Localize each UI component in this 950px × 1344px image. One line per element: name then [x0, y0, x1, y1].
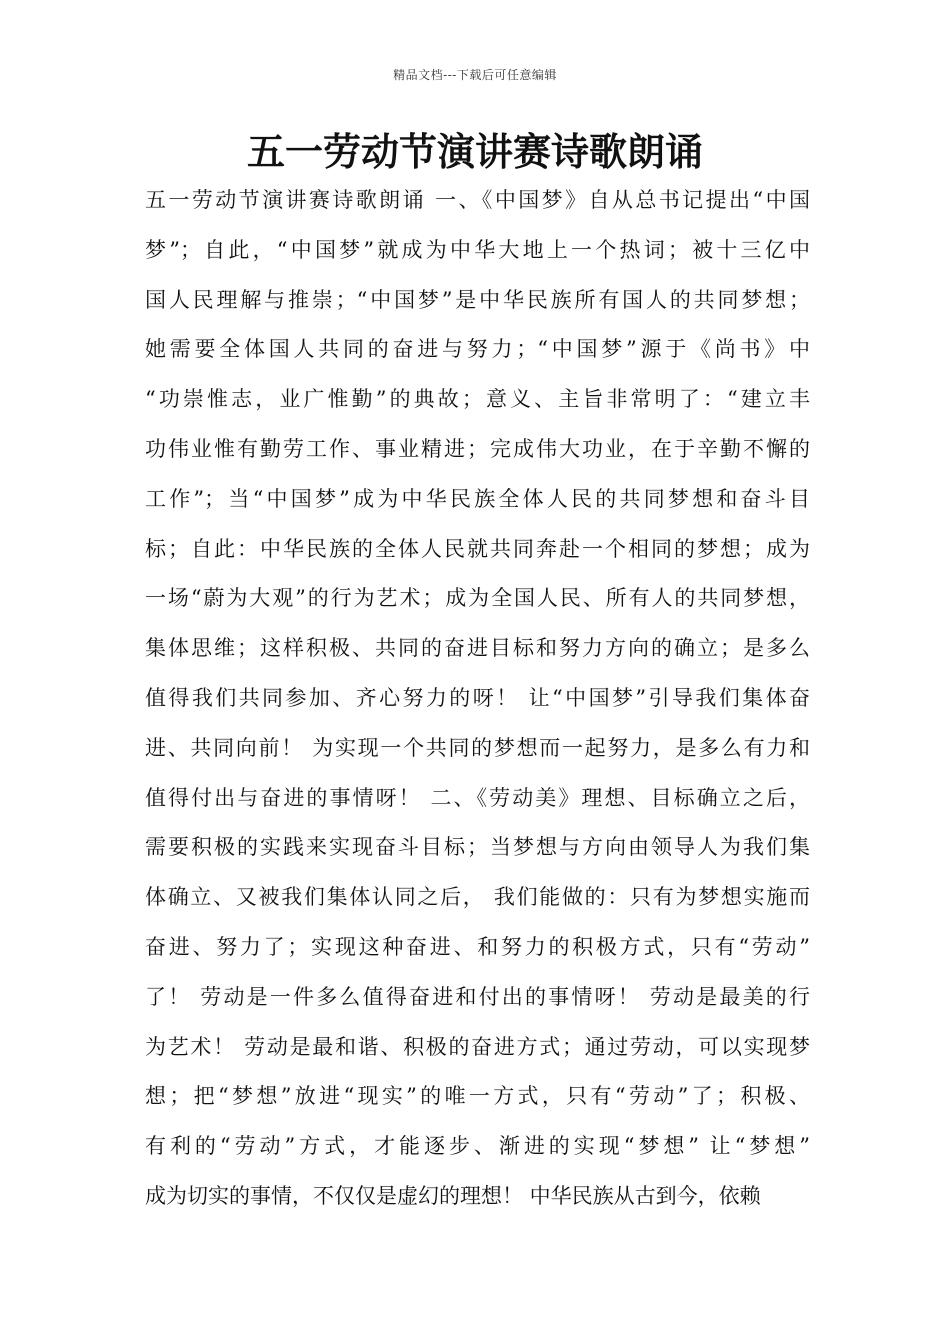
body-line: 需要积极的实践来实现奋斗目标；当梦想与方向由领导人为我们集 [145, 835, 810, 860]
body-line: 功伟业惟有勤劳工作、事业精进；完成伟大功业，在于辛勤不懈的 [145, 436, 810, 461]
body-line: 标；自此：中华民族的全体人民就共同奔赴一个相同的梦想；成为 [145, 536, 810, 561]
body-line: 成为切实的事情，不仅仅是虚幻的理想！ 中华民族从古到今，依赖 [145, 1183, 761, 1208]
body-line: 想；把“梦想”放进“现实”的唯一方式，只有“劳动”了；积极、 [145, 1084, 810, 1109]
body-line: 她需要全体国人共同的奋进与努力；“中国梦”源于《尚书》中 [145, 337, 810, 362]
body-line: “功崇惟志，业广惟勤”的典故；意义、主旨非常明了：“建立丰 [145, 387, 810, 412]
body-line: 国人民理解与推崇；“中国梦”是中华民族所有国人的共同梦想； [145, 287, 810, 312]
body-line: 集体思维；这样积极、共同的奋进目标和努力方向的确立；是多么 [145, 636, 810, 661]
body-line: 为艺术！ 劳动是最和谐、积极的奋进方式；通过劳动，可以实现梦 [145, 1034, 810, 1059]
body-line: 值得付出与奋进的事情呀！ 二、《劳动美》理想、目标确立之后， [145, 785, 810, 810]
header-note: 精品文档---下载后可任意编辑 [393, 68, 557, 82]
body-line: 奋进、努力了；实现这种奋进、和努力的积极方式，只有“劳动” [145, 934, 810, 959]
body-line: 了！ 劳动是一件多么值得奋进和付出的事情呀！ 劳动是最美的行 [145, 984, 810, 1009]
document-title: 五一劳动节演讲赛诗歌朗诵 [246, 130, 703, 174]
document-body [145, 180, 810, 1226]
body-line: 进、共同向前！ 为实现一个共同的梦想而一起努力，是多么有力和 [145, 735, 810, 760]
body-line: 体确立、又被我们集体认同之后， 我们能做的：只有为梦想实施而 [145, 885, 810, 910]
body-line: 五一劳动节演讲赛诗歌朗诵 一、《中国梦》自从总书记提出“中国 [145, 188, 810, 212]
body-line: 值得我们共同参加、齐心努力的呀！ 让“中国梦”引导我们集体奋 [145, 685, 810, 710]
body-line: 梦”；自此，“中国梦”就成为中华大地上一个热词；被十三亿中 [145, 237, 810, 262]
body-line: 一场“蔚为大观”的行为艺术；成为全国人民、所有人的共同梦想， [145, 586, 810, 611]
body-line: 有利的“劳动”方式，才能逐步、渐进的实现“梦想” 让“梦想” [145, 1134, 810, 1159]
body-line: 工作”；当“中国梦”成为中华民族全体人民的共同梦想和奋斗目 [145, 486, 810, 511]
